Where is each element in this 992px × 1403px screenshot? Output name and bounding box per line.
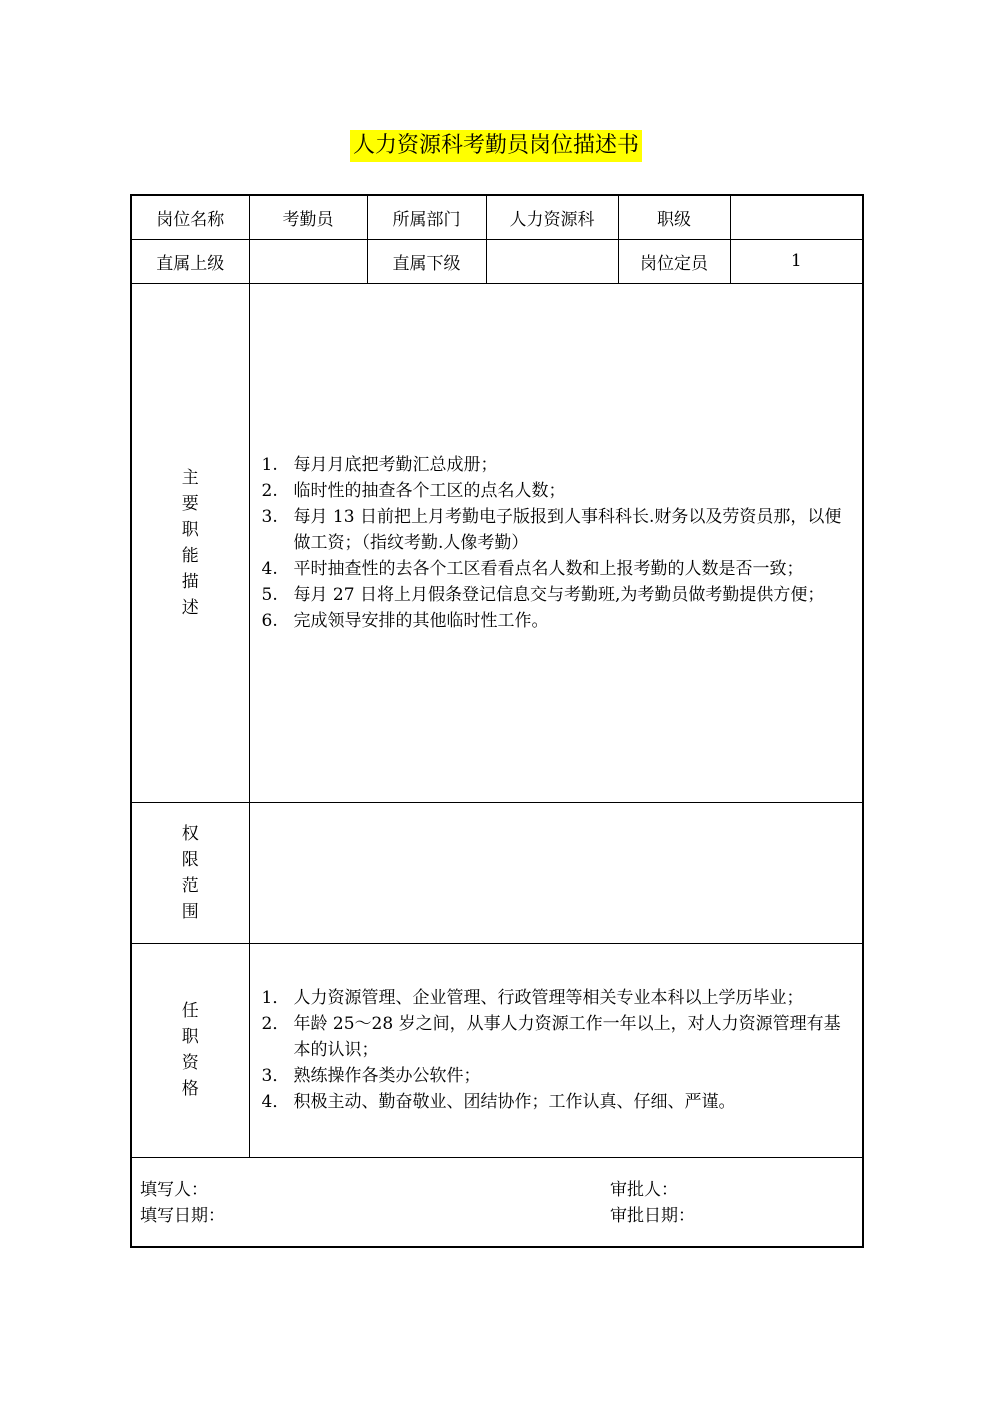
label-grade: 职级 — [618, 195, 730, 239]
title-wrap — [0, 130, 992, 162]
list-item: 3. 每月 13 日前把上月考勤电子版报到人事科科长.财务以及劳资员那，以便做工资；（指纹考勤.人像考勤） — [261, 506, 842, 553]
duties-content — [249, 283, 863, 802]
duties-row — [131, 283, 863, 802]
duties-label: 主 要 职 能 描 述 — [131, 283, 249, 802]
value-position-name: 考勤员 — [249, 195, 367, 239]
value-direct-subordinate — [486, 239, 618, 283]
list-item: 2． 年龄 25～28 岁之间，从事人力资源工作一年以上，对人力资源管理有基本的认识； — [261, 1014, 841, 1060]
list-item: 5. 每月 27 日将上月假条登记信息交与考勤班,为考勤员做考勤提供方便； — [261, 584, 825, 605]
job-description-table — [130, 194, 864, 1248]
list-item: 1． 人力资源管理、企业管理、行政管理等相关专业本科以上学历毕业； — [261, 988, 804, 1008]
value-grade — [730, 195, 863, 239]
signature-cell — [131, 1157, 863, 1247]
list-item: 2. 临时性的抽查各个工区的点名人数； — [261, 480, 566, 501]
value-direct-superior — [249, 239, 367, 283]
signature-grid — [140, 1177, 854, 1229]
label-department: 所属部门 — [367, 195, 486, 239]
filler-column — [140, 1177, 610, 1229]
list-item: 4. 平时抽查性的去各个工区看看点名人数和上报考勤的人数是否一致； — [261, 558, 804, 579]
value-headcount: 1 — [730, 239, 863, 283]
value-department: 人力资源科 — [486, 195, 618, 239]
label-headcount: 岗位定员 — [618, 239, 730, 283]
list-item: 3． 熟练操作各类办公软件； — [261, 1066, 481, 1086]
list-item: 4． 积极主动、勤奋敬业、团结协作；工作认真、仔细、严谨。 — [261, 1092, 736, 1112]
header-row-2 — [131, 239, 863, 283]
qualifications-content — [249, 943, 863, 1157]
authority-row — [131, 802, 863, 943]
qualifications-row — [131, 943, 863, 1157]
approver-label: 审批人： — [610, 1179, 678, 1200]
qualifications-label: 任 职 资 格 — [131, 943, 249, 1157]
label-direct-superior: 直属上级 — [131, 239, 249, 283]
qualifications-list — [250, 985, 863, 1115]
fill-date-label: 填写日期： — [140, 1205, 225, 1226]
authority-label: 权 限 范 围 — [131, 802, 249, 943]
list-item: 6. 完成领导安排的其他临时性工作。 — [261, 610, 549, 631]
footer-row — [131, 1157, 863, 1247]
approver-column — [610, 1177, 695, 1229]
duties-list — [250, 452, 863, 634]
page-title: 人力资源科考勤员岗位描述书 — [350, 130, 642, 162]
approve-date-label: 审批日期： — [610, 1205, 695, 1226]
list-item: 1. 每月月底把考勤汇总成册； — [261, 454, 498, 475]
filler-label: 填写人： — [140, 1179, 208, 1200]
label-direct-subordinate: 直属下级 — [367, 239, 486, 283]
header-row-1 — [131, 195, 863, 239]
label-position-name: 岗位名称 — [131, 195, 249, 239]
authority-content — [249, 802, 863, 943]
